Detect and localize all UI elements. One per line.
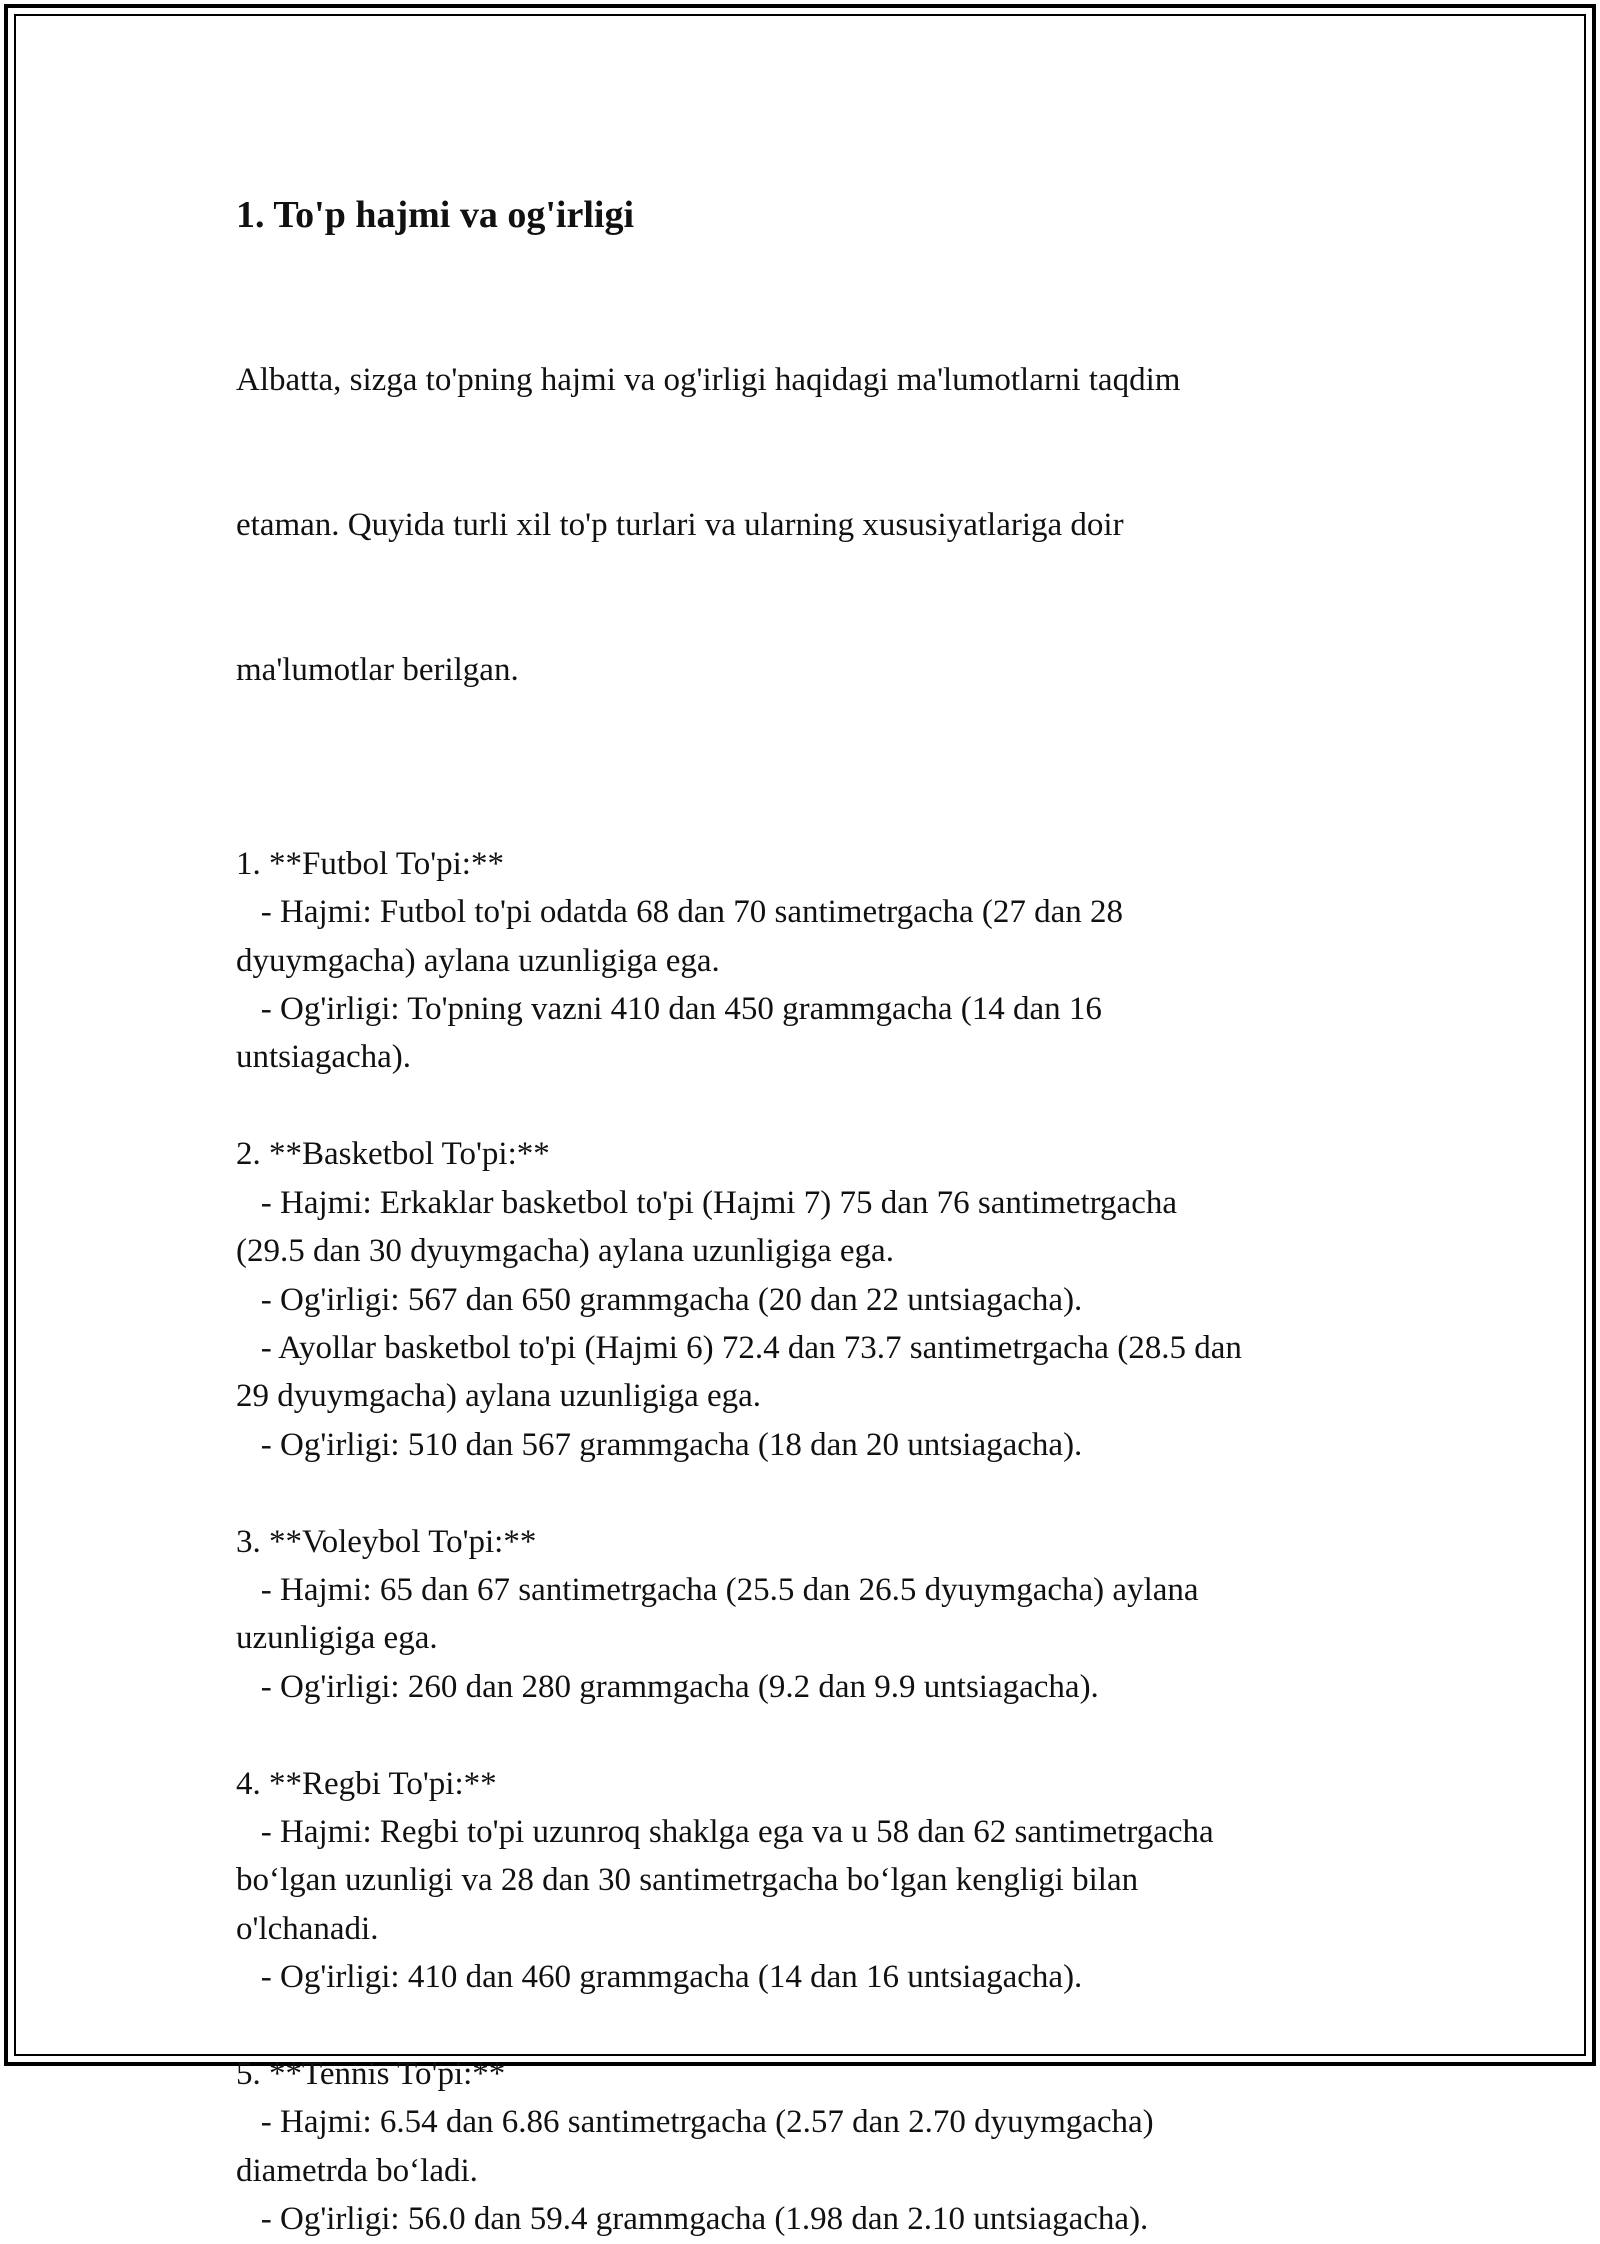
section-line: diametrda boʻladi. bbox=[236, 2152, 478, 2189]
section-line: - Hajmi: Futbol to'pi odatda 68 dan 70 santimetrgacha (27 dan 28 bbox=[236, 894, 1124, 931]
section-title: 4. **Regbi To'pi:** bbox=[236, 1765, 497, 1802]
section-title: 1. **Futbol To'pi:** bbox=[236, 845, 504, 882]
section-line: untsiagacha). bbox=[236, 1039, 412, 1076]
section-futbol bbox=[236, 840, 1376, 1082]
section-line: - Og'irligi: 260 dan 280 grammgacha (9.2 dan 9.9 untsiagacha). bbox=[236, 1668, 1099, 1705]
section-line: - Hajmi: 6.54 dan 6.86 santimetrgacha (2.57 dan 2.70 dyuymgacha) bbox=[236, 2104, 1154, 2141]
intro-line: ma'lumotlar berilgan. bbox=[236, 652, 519, 689]
intro-line: etaman. Quyida turli xil to'p turlari va ularning xususiyatlariga doir bbox=[236, 507, 1124, 544]
section-line: - Og'irligi: 567 dan 650 grammgacha (20 dan 22 untsiagacha). bbox=[236, 1281, 1083, 1318]
section-voleybol bbox=[236, 1518, 1376, 1712]
section-line: - Og'irligi: 56.0 dan 59.4 grammgacha (1.98 dan 2.10 untsiagacha). bbox=[236, 2201, 1149, 2238]
section-line: - Hajmi: 65 dan 67 santimetrgacha (25.5 dan 26.5 dyuymgacha) aylana bbox=[236, 1571, 1199, 1608]
section-line: dyuymgacha) aylana uzunligiga ega. bbox=[236, 942, 720, 979]
section-basketbol bbox=[236, 1130, 1376, 1469]
section-line: o'lchanadi. bbox=[236, 1910, 379, 1947]
document-heading: 1. To'p hajmi va og'irligi bbox=[236, 194, 635, 236]
section-line: - Og'irligi: 410 dan 460 grammgacha (14 dan 16 untsiagacha). bbox=[236, 1959, 1083, 1996]
section-regbi bbox=[236, 1760, 1376, 2002]
section-title: 3. **Voleybol To'pi:** bbox=[236, 1523, 537, 1560]
section-line: - Ayollar basketbol to'pi (Hajmi 6) 72.4 dan 73.7 santimetrgacha (28.5 dan bbox=[236, 1329, 1242, 1366]
section-line: - Hajmi: Erkaklar basketbol to'pi (Hajmi 7) 75 dan 76 santimetrgacha bbox=[236, 1184, 1177, 1221]
section-line: boʻlgan uzunligi va 28 dan 30 santimetrgacha boʻlgan kengligi bilan bbox=[236, 1862, 1139, 1899]
section-line: uzunligiga ega. bbox=[236, 1620, 438, 1657]
section-line: - Og'irligi: 510 dan 567 grammgacha (18 dan 20 untsiagacha). bbox=[236, 1426, 1083, 1463]
document-body bbox=[236, 185, 1376, 2244]
section-line: - Og'irligi: To'pning vazni 410 dan 450 grammgacha (14 dan 16 bbox=[236, 991, 1102, 1028]
intro-line: Albatta, sizga to'pning hajmi va og'irligi haqidagi ma'lumotlarni taqdim bbox=[236, 361, 1181, 398]
section-title: 2. **Basketbol To'pi:** bbox=[236, 1136, 550, 1173]
section-line: (29.5 dan 30 dyuymgacha) aylana uzunligiga ega. bbox=[236, 1233, 894, 1270]
section-title: 5. **Tennis To'pi:** bbox=[236, 2055, 506, 2092]
section-line: - Hajmi: Regbi to'pi uzunroq shaklga ega va u 58 dan 62 santimetrgacha bbox=[236, 1813, 1214, 1850]
section-line: 29 dyuymgacha) aylana uzunligiga ega. bbox=[236, 1378, 762, 1415]
section-tennis bbox=[236, 2050, 1376, 2244]
intro-paragraph bbox=[236, 259, 1376, 791]
